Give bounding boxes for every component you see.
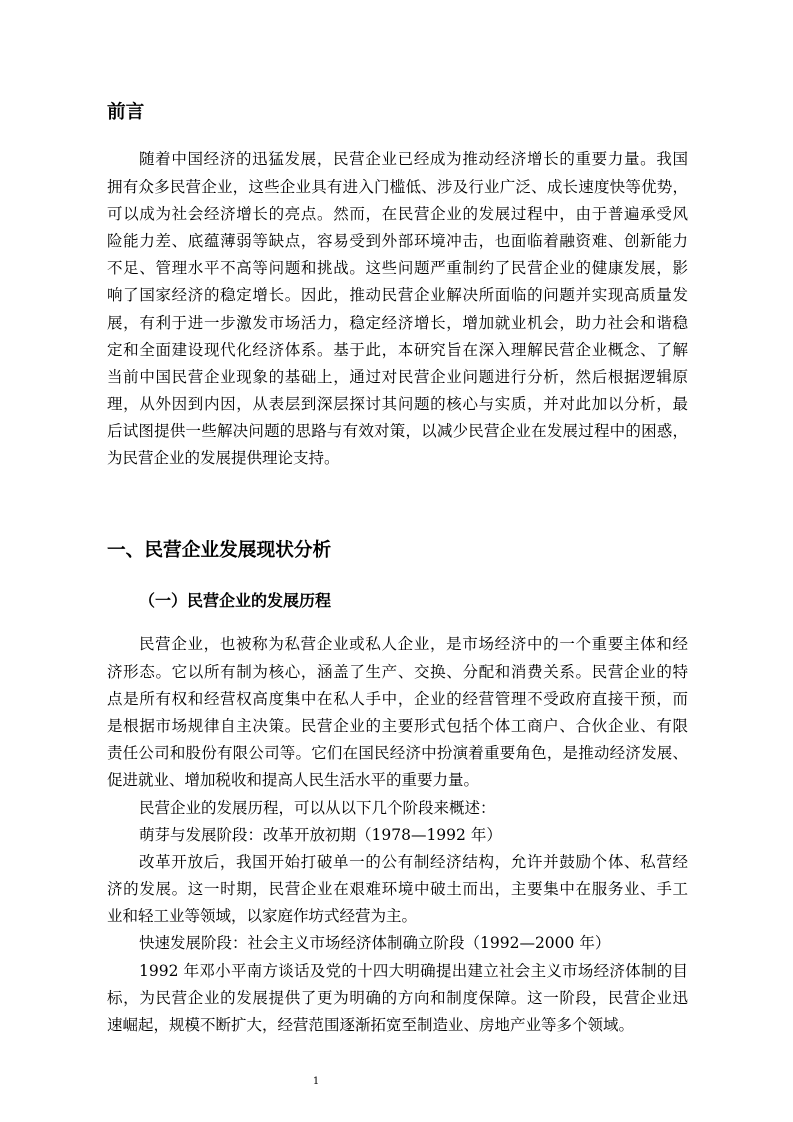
preface-paragraph xyxy=(107,146,688,472)
text-line: 1992 年邓小平南方谈话及党的十四大明确提出建立社会主义市场经济体制的目 xyxy=(139,961,688,980)
text-line: 济形态。它以所有制为核心，涵盖了生产、交换、分配和消费关系。民营企业的特 xyxy=(107,662,688,681)
subsection-heading: （一）民营企业的发展历程 xyxy=(139,591,332,610)
text-line: 点是所有权和经营权高度集中在私人手中，企业的经营管理不受政府直接干预，而 xyxy=(107,689,688,708)
text-line: 快速发展阶段：社会主义市场经济体制确立阶段（1992—2000 年） xyxy=(139,934,611,953)
text-line: 不足、管理水平不高等问题和挑战。这些问题严重制约了民营企业的健康发展，影 xyxy=(107,259,688,278)
page-number: 1 xyxy=(312,1076,320,1087)
text-line: 拥有众多民营企业，这些企业具有进入门槛低、涉及行业广泛、成长速度快等优势， xyxy=(107,177,688,196)
text-line: 改革开放后，我国开始打破单一的公有制经济结构，允许并鼓励个体、私营经 xyxy=(139,852,688,871)
preface-heading: 前言 xyxy=(107,101,145,123)
text-line: 业和轻工业等领域，以家庭作坊式经营为主。 xyxy=(107,907,418,926)
text-line: 萌芽与发展阶段：改革开放初期（1978—1992 年） xyxy=(139,825,502,844)
text-line: 促进就业、增加税收和提高人民生活水平的重要力量。 xyxy=(107,771,480,790)
text-line: 当前中国民营企业现象的基础上，通过对民营企业问题进行分析，然后根据逻辑原 xyxy=(107,367,688,386)
text-line: 展，有利于进一步激发市场活力，稳定经济增长，增加就业机会，助力社会和谐稳 xyxy=(107,313,688,332)
paragraph xyxy=(107,795,688,822)
text-line: 定和全面建设现代化经济体系。基于此，本研究旨在深入理解民营企业概念、了解 xyxy=(107,340,688,359)
text-line: 险能力差、底蕴薄弱等缺点，容易受到外部环境冲击，也面临着融资难、创新能力 xyxy=(107,231,688,250)
stage-heading xyxy=(107,822,688,849)
paragraph xyxy=(107,849,688,931)
stage-heading xyxy=(107,930,688,957)
subsection-body xyxy=(107,631,688,1039)
text-line: 民营企业，也被称为私营企业或私人企业，是市场经济中的一个重要主体和经 xyxy=(139,635,688,654)
paragraph xyxy=(107,958,688,1040)
text-line: 后试图提供一些解决问题的思路与有效对策，以减少民营企业在发展过程中的困惑， xyxy=(107,422,688,441)
text-line: 责任公司和股份有限公司等。它们在国民经济中扮演着重要角色，是推动经济发展、 xyxy=(107,744,688,763)
text-line: 随着中国经济的迅猛发展，民营企业已经成为推动经济增长的重要力量。我国 xyxy=(139,150,688,169)
text-line: 为民营企业的发展提供理论支持。 xyxy=(107,449,340,468)
text-line: 速崛起，规模不断扩大，经营范围逐渐拓宽至制造业、房地产业等多个领域。 xyxy=(107,1016,635,1035)
text-line: 响了国家经济的稳定增长。因此，推动民营企业解决所面临的问题并实现高质量发 xyxy=(107,286,688,305)
paragraph xyxy=(107,631,688,794)
text-line: 标，为民营企业的发展提供了更为明确的方向和制度保障。这一阶段，民营企业迅 xyxy=(107,988,688,1007)
text-line: 可以成为社会经济增长的亮点。然而，在民营企业的发展过程中，由于普遍承受风 xyxy=(107,204,688,223)
section-heading: 一、民营企业发展现状分析 xyxy=(107,539,332,561)
text-line: 济的发展。这一时期，民营企业在艰难环境中破土而出，主要集中在服务业、手工 xyxy=(107,880,688,899)
text-line: 民营企业的发展历程，可以从以下几个阶段来概述： xyxy=(139,798,496,817)
text-line: 是根据市场规律自主决策。民营企业的主要形式包括个体工商户、合伙企业、有限 xyxy=(107,716,688,735)
text-line: 理，从外因到内因，从表层到深层探讨其问题的核心与实质，并对此加以分析，最 xyxy=(107,395,688,414)
